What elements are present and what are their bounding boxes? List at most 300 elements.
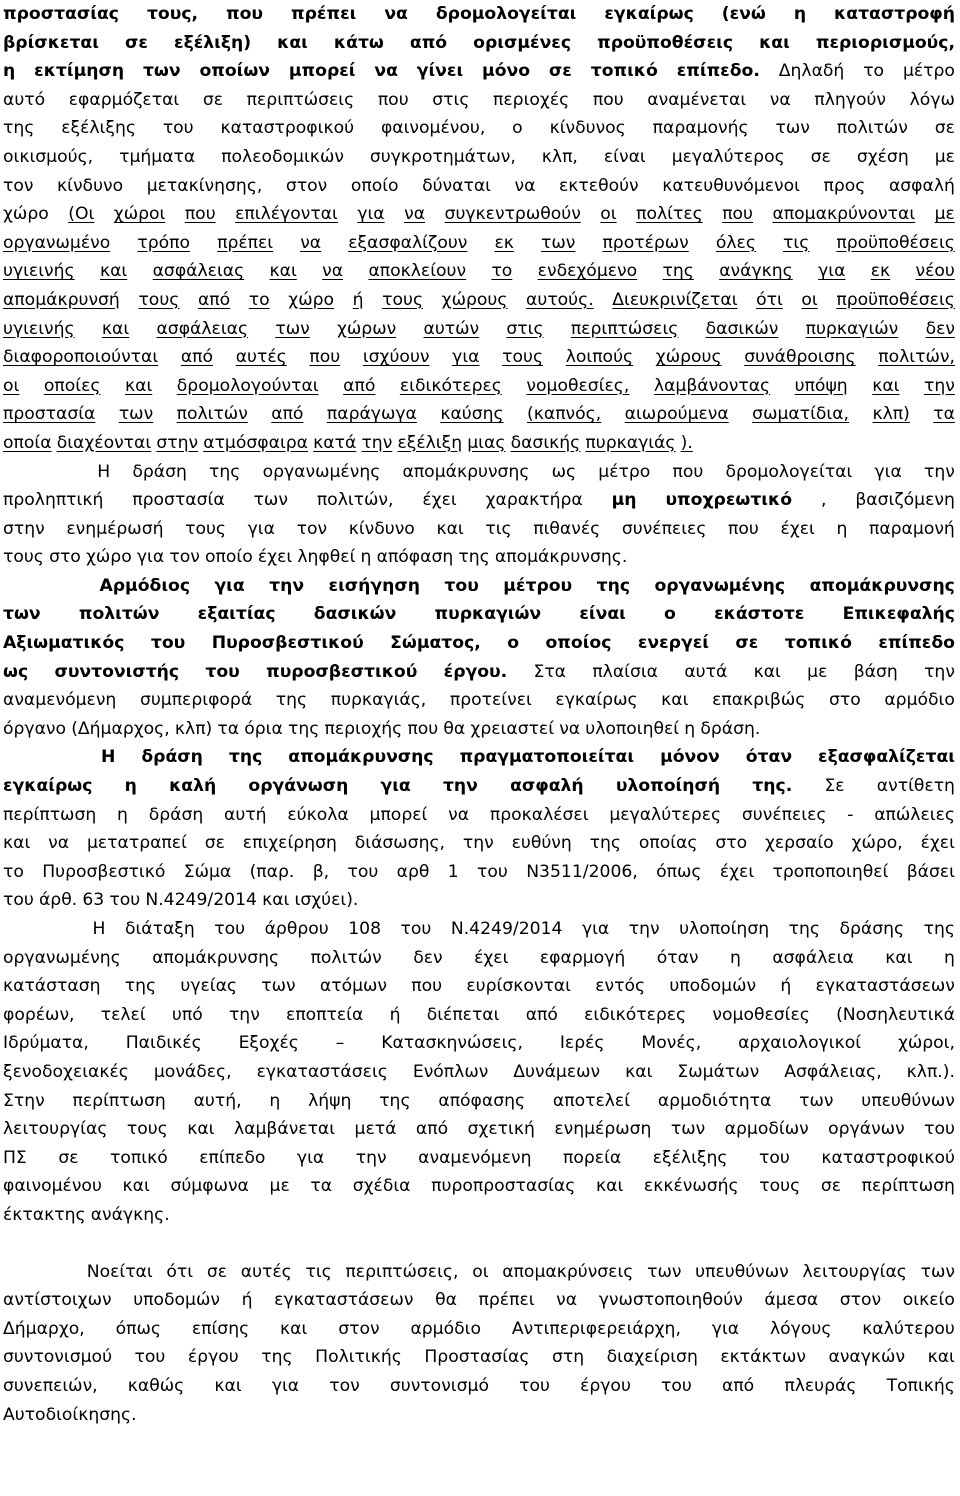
text-line: [3, 1172, 955, 1201]
text-word: Αξιωματικός: [3, 633, 125, 654]
text-word: σε: [735, 633, 759, 654]
text-word: απομακρύνονται: [772, 204, 916, 225]
text-word: επιχείρηση: [242, 833, 337, 854]
text-word: πολιτών: [176, 404, 248, 425]
text-word: και: [753, 661, 781, 682]
text-word: εγκαταστάσεις: [256, 1061, 388, 1082]
text-word: την: [442, 776, 478, 797]
text-word: αυτές: [235, 347, 287, 368]
text-word: έχει: [422, 490, 457, 511]
text-word: της: [596, 575, 631, 596]
text-word: εκάστοτε: [714, 604, 805, 625]
text-word: του: [3, 890, 34, 911]
text-word: και: [3, 833, 31, 854]
text-word: αποτελεί: [552, 1090, 631, 1111]
text-word: όπως: [115, 1318, 161, 1339]
text-word: ορισμένες: [473, 32, 572, 53]
text-word: κίνδυνο: [348, 518, 415, 539]
text-word: ή: [352, 289, 364, 310]
text-word: χώρους: [441, 289, 508, 310]
text-word: όλες: [715, 232, 756, 253]
text-word: όταν: [745, 747, 793, 768]
text-word: (Νοσηλευτικά: [836, 1004, 955, 1025]
text-word: οργάνωση: [248, 776, 349, 797]
text-word: που: [309, 347, 341, 368]
text-line: [3, 57, 955, 86]
text-line: [3, 0, 955, 29]
text-word: τον: [329, 1375, 360, 1396]
text-word: σχέδια: [352, 1176, 411, 1197]
text-line: [3, 858, 955, 887]
text-word: στο: [715, 833, 748, 854]
text-line: [3, 257, 955, 286]
text-word: φαινομένου: [3, 1176, 102, 1197]
text-word: γνωστοποιηθούν: [598, 1290, 743, 1311]
text-word: συγκεντρωθούν: [444, 204, 581, 225]
text-word: οποία: [3, 432, 52, 453]
text-line: [3, 515, 955, 544]
text-line: [3, 172, 955, 201]
text-word: και: [262, 890, 290, 911]
text-word: από: [409, 32, 448, 53]
text-word: όταν: [656, 947, 699, 968]
text-line: [3, 1401, 955, 1430]
text-word: λήψη: [308, 1090, 352, 1111]
text-word: η: [684, 718, 696, 739]
text-word: υγιεινής: [3, 261, 75, 282]
text-word: δασικής: [510, 432, 581, 453]
text-word: των: [647, 1261, 682, 1282]
text-word: ,: [820, 490, 827, 511]
text-word: απομάκρυνσης.: [494, 547, 628, 568]
text-word: και: [661, 690, 689, 711]
text-word: για: [818, 261, 846, 282]
text-word: εφαρμογή: [539, 947, 626, 968]
text-word: μεγαλύτερος: [671, 146, 785, 167]
text-word: μόνο: [482, 61, 531, 82]
text-word: δρομολογείται: [725, 461, 853, 482]
text-word: που: [672, 461, 704, 482]
text-word: μετακίνησης,: [146, 175, 263, 196]
text-word: την: [924, 375, 955, 396]
text-word: συντονιστής: [54, 661, 180, 682]
text-line: [3, 1058, 955, 1087]
text-word: απομάκρυνσης: [152, 947, 280, 968]
text-word: σε: [58, 1147, 79, 1168]
text-word: για: [711, 1318, 740, 1339]
text-word: πλαίσια: [592, 661, 659, 682]
text-word: αρχαιολογικοί: [738, 1033, 862, 1054]
text-word: καταστροφή: [834, 4, 955, 24]
text-word: εφαρμόζεται: [68, 89, 180, 110]
text-word: της: [379, 1090, 411, 1111]
text-word: του: [759, 1147, 790, 1168]
text-word: υλοποίηση: [679, 919, 770, 939]
text-word: διάταξη: [124, 919, 195, 939]
text-word: ληφθεί: [297, 547, 356, 568]
text-word: για: [874, 461, 902, 482]
bullet-marker: [3, 458, 75, 487]
text-word: εξασφαλίζεται: [818, 747, 955, 768]
text-word: πολιτών,: [878, 347, 955, 368]
text-word: πολιτών: [836, 118, 908, 139]
text-word: ατμόσφαιρα: [203, 432, 308, 453]
text-word: που: [377, 89, 409, 110]
text-word: τοπικό: [784, 633, 852, 654]
text-word: αναμενόμενη: [418, 1147, 532, 1168]
text-word: για: [247, 518, 275, 539]
text-word: ο: [507, 633, 520, 654]
text-word: της: [3, 118, 35, 139]
text-word: απομάκρυνσή: [3, 289, 120, 310]
text-word: μη: [611, 490, 637, 511]
text-word: –: [335, 1033, 345, 1054]
text-word: ευθύνη: [511, 833, 572, 854]
text-word: δράση: [132, 461, 187, 482]
text-word: αυτές: [240, 1261, 292, 1282]
text-word: του: [519, 1375, 550, 1396]
text-word: που: [184, 204, 216, 225]
text-word: την: [924, 661, 955, 682]
text-word: η: [3, 61, 16, 82]
text-word: εισήγηση: [328, 575, 420, 596]
text-word: επίσης: [191, 1318, 250, 1339]
text-word: διαχέονται: [56, 432, 152, 453]
text-line: [3, 629, 955, 658]
text-line: [3, 915, 955, 944]
text-word: τους: [3, 547, 44, 568]
text-word: δράση: [148, 804, 204, 825]
text-word: σε: [548, 61, 572, 82]
text-word: είναι: [603, 146, 646, 167]
text-word: εγκαταστάσεων: [274, 1290, 414, 1311]
text-word: μιας: [467, 432, 506, 453]
text-word: που: [722, 204, 753, 225]
text-word: της: [124, 976, 157, 997]
text-word: οποίο: [205, 547, 253, 568]
text-word: Ιερές: [559, 1033, 605, 1054]
text-word: το: [863, 61, 885, 82]
text-line: [3, 372, 955, 401]
text-line: [3, 1144, 955, 1173]
text-line: [3, 1286, 955, 1315]
text-line: [3, 658, 955, 687]
text-word: εκτίμηση: [34, 61, 125, 82]
text-word: στην: [3, 518, 45, 539]
text-word: εξαιτίας: [197, 604, 276, 625]
text-word: 63: [82, 890, 105, 911]
text-word: χώροι: [113, 204, 166, 225]
text-word: να: [384, 4, 408, 24]
text-word: πρέπει: [478, 1290, 535, 1311]
text-word: τους: [185, 518, 227, 539]
text-word: αυτή,: [193, 1090, 242, 1111]
text-word: του: [347, 861, 379, 882]
text-word: αναμενόμενη: [3, 690, 117, 711]
text-word: πυροπροστασίας: [431, 1176, 576, 1197]
text-word: που: [226, 4, 264, 24]
text-line: [3, 315, 955, 344]
text-word: έχει: [920, 833, 955, 854]
text-word: προκαλέσει: [489, 804, 589, 825]
text-word: σωματίδια,: [752, 404, 850, 425]
text-word: τους,: [146, 4, 199, 24]
text-word: Πολιτικής: [315, 1347, 402, 1368]
text-word: το: [491, 261, 513, 282]
text-word: τρόπο: [137, 232, 190, 253]
text-word: να: [514, 175, 536, 196]
text-word: τον: [169, 547, 200, 568]
text-word: να: [300, 232, 322, 253]
text-word: μεγαλύτερες: [609, 804, 722, 825]
text-word: περιοχής: [324, 718, 403, 739]
text-line: [3, 829, 955, 858]
text-word: (Δήμαρχος,: [71, 718, 170, 739]
text-word: οι: [801, 289, 818, 310]
text-word: εξέλιξη: [397, 432, 463, 453]
text-word: προϋποθέσεις: [836, 289, 955, 310]
text-word: δύναται: [422, 175, 491, 196]
text-word: την: [228, 1004, 260, 1025]
text-word: Πυροσβεστικό: [42, 861, 166, 882]
text-word: πυρκαγιάς: [585, 432, 676, 453]
text-word: εντός: [595, 976, 646, 997]
text-word: των: [775, 118, 810, 139]
text-word: Δήμαρχο,: [3, 1318, 85, 1339]
text-word: προϋποθέσεις: [836, 232, 955, 253]
text-line: [3, 572, 955, 601]
text-word: ως: [3, 661, 29, 682]
text-word: συντονισμό: [389, 1375, 489, 1396]
text-word: Στα: [533, 661, 567, 682]
text-word: του: [109, 890, 141, 911]
text-word: β,: [312, 861, 330, 882]
text-word: Ενόπλων: [412, 1061, 489, 1082]
text-word: προληπτική: [3, 490, 104, 511]
text-word: περιπτώσεις,: [345, 1261, 459, 1282]
text-word: Αντιπεριφερειάρχη,: [511, 1318, 681, 1339]
text-word: δρομολογούνται: [176, 375, 319, 396]
text-word: εκτεθούν: [559, 175, 639, 196]
text-word: σε: [204, 833, 225, 854]
text-word: Ιδρύματα,: [3, 1033, 89, 1054]
text-word: γίνει: [416, 61, 464, 82]
text-word: εγκαίρως: [604, 4, 694, 24]
text-word: τους: [138, 289, 180, 310]
text-word: από: [415, 1119, 449, 1140]
text-word: οι: [472, 1261, 489, 1282]
text-word: χώροι,: [897, 1033, 955, 1054]
text-word: σε: [125, 32, 148, 53]
paragraph-indent: [3, 1258, 73, 1287]
text-line: [3, 1201, 955, 1230]
text-word: πρέπει: [291, 4, 357, 24]
text-word: Ν.4249/2014: [145, 890, 257, 911]
text-line: [3, 286, 955, 315]
text-word: χερσαίο: [764, 833, 834, 854]
text-word: εκκένωσής: [643, 1176, 739, 1197]
text-word: Σώματος,: [390, 633, 481, 654]
text-word: στον: [285, 175, 328, 196]
text-word: πολιτών,: [316, 490, 394, 511]
text-word: την: [355, 1147, 387, 1168]
text-line: [3, 686, 955, 715]
text-word: πραγματοποιείται: [459, 747, 635, 768]
text-word: ενημέρωση: [554, 1119, 652, 1140]
text-word: χώρο: [3, 204, 49, 225]
text-word: διάσωσης,: [354, 833, 446, 854]
text-word: και: [927, 1347, 955, 1368]
text-word: υγιεινής: [3, 318, 75, 339]
text-word: περίπτωση: [861, 1176, 955, 1197]
text-word: επακριβώς: [712, 690, 806, 711]
text-word: αυτούς.: [526, 289, 594, 310]
text-word: υπευθύνων: [861, 1090, 955, 1111]
text-word: του: [924, 1119, 955, 1140]
text-word: ).: [680, 432, 693, 453]
text-word: την: [628, 919, 660, 939]
text-word: πυρκαγιών: [805, 318, 899, 339]
text-word: του: [477, 861, 508, 882]
text-word: στον: [338, 1318, 380, 1339]
text-word: τελεί: [100, 1004, 146, 1025]
text-word: οργανωμένο: [3, 232, 111, 253]
text-line: [3, 543, 955, 572]
text-word: χαρακτήρα: [485, 490, 583, 511]
text-word: ασφαλή: [888, 175, 955, 196]
text-word: από: [271, 404, 304, 425]
text-word: του: [661, 1375, 692, 1396]
text-word: απομακρύνσεις: [502, 1261, 634, 1282]
text-word: όπως: [656, 861, 702, 882]
text-word: άρθ.: [38, 890, 78, 911]
text-word: παράγωγα: [326, 404, 417, 425]
text-word: λειτουργίας: [3, 1119, 108, 1140]
text-word: μέτρο: [902, 61, 955, 82]
text-word: υποχρεωτικό: [665, 490, 793, 511]
text-word: υπευθύνων: [695, 1261, 789, 1282]
text-word: του: [150, 633, 186, 654]
text-word: εκτάκτων: [720, 1347, 806, 1368]
text-word: (ενώ: [721, 4, 766, 24]
text-word: τα: [933, 404, 955, 425]
text-line: [3, 886, 955, 915]
text-word: είναι: [579, 604, 626, 625]
text-word: κατά: [313, 432, 357, 453]
text-word: της: [662, 261, 694, 282]
text-word: οι: [600, 204, 617, 225]
text-word: ή: [389, 1004, 401, 1025]
text-word: όργανο: [3, 718, 67, 739]
text-word: καταστροφικού: [821, 1147, 955, 1168]
text-word: υπόψη: [794, 375, 848, 396]
text-word: να: [769, 89, 791, 110]
text-word: των: [253, 490, 288, 511]
text-line: [3, 600, 955, 629]
text-word: λειτουργίας: [802, 1261, 907, 1282]
text-word: κίνδυνος: [549, 118, 626, 139]
text-word: στο: [828, 690, 861, 711]
text-word: δεν: [413, 947, 443, 968]
text-word: εκ: [870, 261, 891, 282]
text-word: απομάκρυνσης: [402, 461, 530, 482]
text-line: [3, 1372, 955, 1401]
text-word: ο: [664, 604, 676, 625]
text-word: Η: [97, 461, 111, 482]
text-word: να: [559, 718, 581, 739]
text-word: αρθ: [396, 861, 430, 882]
text-line: [3, 143, 955, 172]
text-word: βασιζόμενη: [855, 490, 955, 511]
text-word: οποίο: [350, 175, 399, 196]
text-word: συνεπειών,: [3, 1375, 98, 1396]
text-word: διαχείριση: [606, 1347, 698, 1368]
text-word: επιλέγονται: [235, 204, 338, 225]
text-line: [3, 86, 955, 115]
text-word: τις: [485, 518, 512, 539]
text-word: και: [885, 947, 913, 968]
text-word: λαμβάνοντας: [653, 375, 771, 396]
text-word: πολιτών: [78, 604, 160, 625]
text-word: εξέλιξης: [652, 1147, 728, 1168]
text-word: καθώς: [127, 1375, 185, 1396]
text-word: σε: [206, 1261, 228, 1282]
text-word: εγκαίρως: [3, 776, 93, 797]
text-word: ασφάλεια: [772, 947, 854, 968]
text-word: για: [581, 919, 610, 939]
text-word: στο: [49, 547, 81, 568]
text-word: Προστασίας: [424, 1347, 530, 1368]
text-word: μέτρο: [598, 461, 651, 482]
text-word: μπορεί: [369, 804, 428, 825]
text-word: Επικεφαλής: [842, 604, 955, 625]
text-word: της: [287, 718, 320, 739]
text-word: βάση: [853, 661, 898, 682]
text-word: αυτά: [684, 661, 728, 682]
text-word: περίπτωση: [3, 804, 97, 825]
text-word: και: [214, 1375, 242, 1396]
text-word: Στην: [3, 1090, 45, 1111]
text-word: περιπτώσεις: [246, 89, 355, 110]
text-word: εύκολα: [287, 804, 349, 825]
text-word: η: [117, 804, 128, 825]
text-word: εξέλιξης: [61, 118, 136, 139]
text-word: υλοποίησή: [615, 776, 721, 797]
text-word: κάτω: [333, 32, 384, 53]
text-word: της: [209, 461, 241, 482]
text-word: μέτρου: [503, 575, 573, 596]
text-line: [3, 1258, 955, 1287]
text-word: πλευράς: [784, 1375, 857, 1396]
text-word: άρθρου: [264, 919, 329, 939]
text-word: του: [134, 1347, 166, 1368]
text-word: στη: [551, 1347, 585, 1368]
text-word: της.: [752, 776, 793, 797]
text-word: προστασία: [3, 404, 96, 425]
text-word: την: [462, 833, 494, 854]
text-word: ειδικότερες: [584, 1004, 687, 1025]
text-word: Σωμάτων: [677, 1061, 760, 1082]
text-word: επίπεδο: [199, 1147, 266, 1168]
text-word: την: [924, 461, 955, 482]
text-word: από: [343, 375, 376, 396]
text-word: εγκαταστάσεων: [815, 976, 955, 997]
text-word: στις: [432, 89, 470, 110]
text-word: πολιτών: [310, 947, 382, 968]
text-word: με: [807, 661, 828, 682]
text-word: καταστροφικού: [220, 118, 355, 139]
text-word: εξασφαλίζουν: [348, 232, 468, 253]
